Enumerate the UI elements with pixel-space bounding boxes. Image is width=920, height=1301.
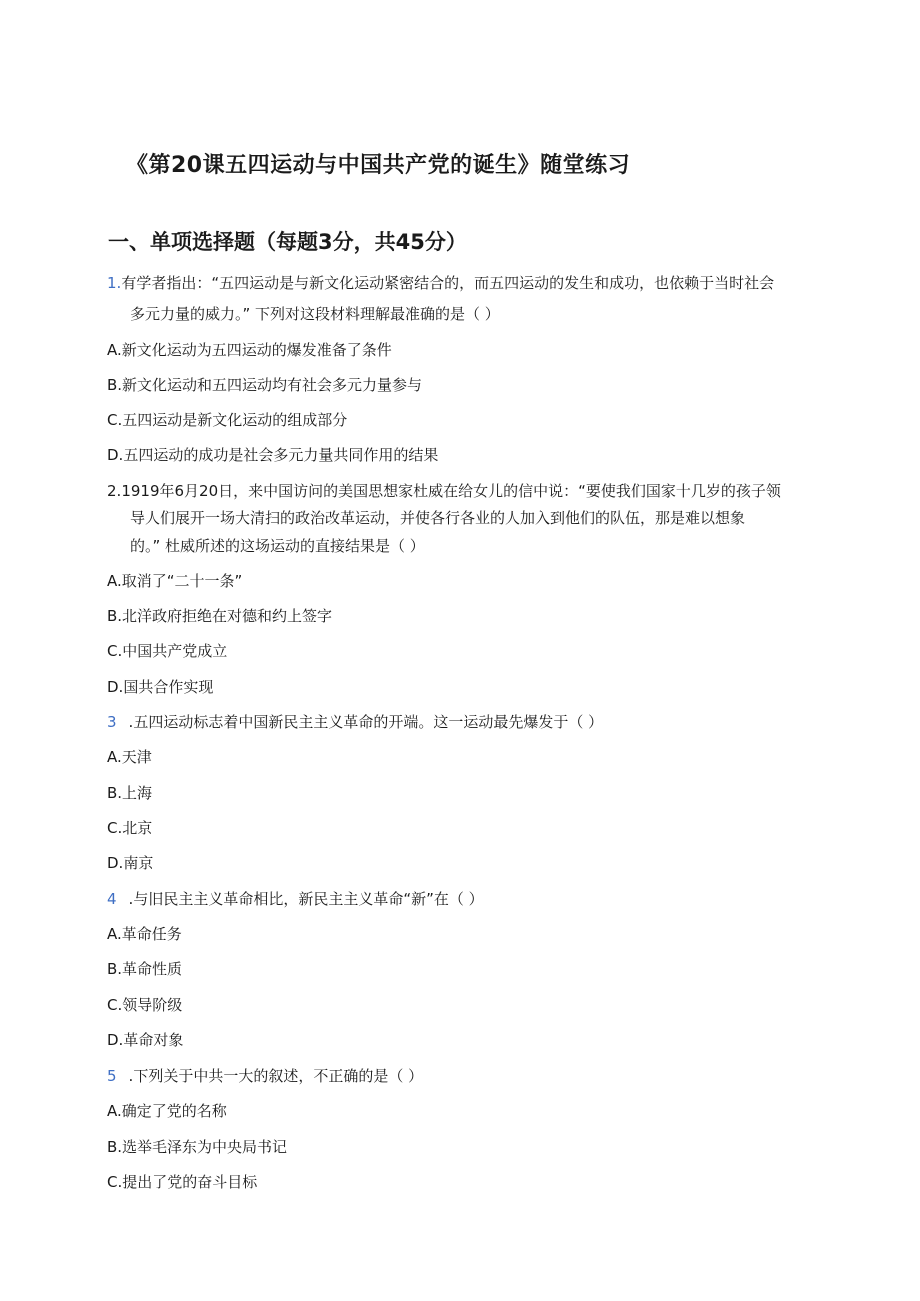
question-4-option-d: D.革命对象 <box>107 1031 184 1049</box>
question-1-option-d: D.五四运动的成功是社会多元力量共同作用的结果 <box>107 446 439 464</box>
question-2-option-d: D.国共合作实现 <box>107 678 214 696</box>
question-2-stem-line-2: 导人们展开一场大清扫的政治改革运动，并使各行各业的人加入到他们的队伍，那是难以想象 <box>130 509 746 527</box>
question-5-option-b: B.选举毛泽东为中央局书记 <box>107 1138 288 1156</box>
question-2-option-a: A.取消了“二十一条” <box>107 572 243 590</box>
question-text: .与旧民主主义革命相比，新民主主义革命“新”在（ ） <box>128 890 484 908</box>
question-2-option-b: B.北洋政府拒绝在对德和约上签字 <box>107 607 333 625</box>
question-3-option-c: C.北京 <box>107 819 153 837</box>
question-5-option-c: C.提出了党的奋斗目标 <box>107 1173 258 1191</box>
document-title: 《第20课五四运动与中国共产党的诞生》随堂练习 <box>126 153 631 178</box>
question-1-stem-line-2: 多元力量的威力。” 下列对这段材料理解最准确的是（ ） <box>130 305 500 323</box>
question-5-stem <box>107 1066 423 1086</box>
question-3-option-d: D.南京 <box>107 854 154 872</box>
question-text: .下列关于中共一大的叙述，不正确的是（ ） <box>128 1067 424 1085</box>
question-text: 1919年6月20日，来中国访问的美国思想家杜威在给女儿的信中说：“要使我们国家十几岁的孩子领 <box>121 482 781 500</box>
question-number: 1 <box>107 274 117 292</box>
question-text: .五四运动标志着中国新民主主义革命的开端。这一运动最先爆发于（ ） <box>128 713 604 731</box>
question-4-option-a: A.革命任务 <box>107 925 182 943</box>
question-4-option-c: C.领导阶级 <box>107 996 183 1014</box>
question-3-stem <box>107 712 603 732</box>
section-heading: 一、单项选择题（每题3分，共45分） <box>108 230 467 254</box>
question-4-stem <box>107 889 484 909</box>
question-number: 3 <box>107 713 117 731</box>
question-4-option-b: B.革命性质 <box>107 960 183 978</box>
question-1-option-b: B.新文化运动和五四运动均有社会多元力量参与 <box>107 376 423 394</box>
question-number: 2 <box>107 482 117 500</box>
question-2-option-c: C.中国共产党成立 <box>107 642 228 660</box>
question-1-option-a: A.新文化运动为五四运动的爆发准备了条件 <box>107 341 392 359</box>
question-5-option-a: A.确定了党的名称 <box>107 1102 227 1120</box>
question-2-stem-line-3: 的。” 杜威所述的这场运动的直接结果是（ ） <box>130 537 425 555</box>
question-3-option-b: B.上海 <box>107 784 153 802</box>
question-text: 有学者指出：“五四运动是与新文化运动紧密结合的，而五四运动的发生和成功，也依赖于当时社会 <box>121 274 775 292</box>
question-1-stem-line-1: 1.有学者指出：“五四运动是与新文化运动紧密结合的，而五四运动的发生和成功，也依赖于当时社会 <box>107 274 775 292</box>
question-number: 5 <box>107 1067 117 1085</box>
question-2-stem-line-1: 2.1919年6月20日，来中国访问的美国思想家杜威在给女儿的信中说：“要使我们国家十几岁的孩子领 <box>107 482 781 500</box>
question-number: 4 <box>107 890 117 908</box>
question-3-option-a: A.天津 <box>107 748 152 766</box>
question-1-option-c: C.五四运动是新文化运动的组成部分 <box>107 411 348 429</box>
